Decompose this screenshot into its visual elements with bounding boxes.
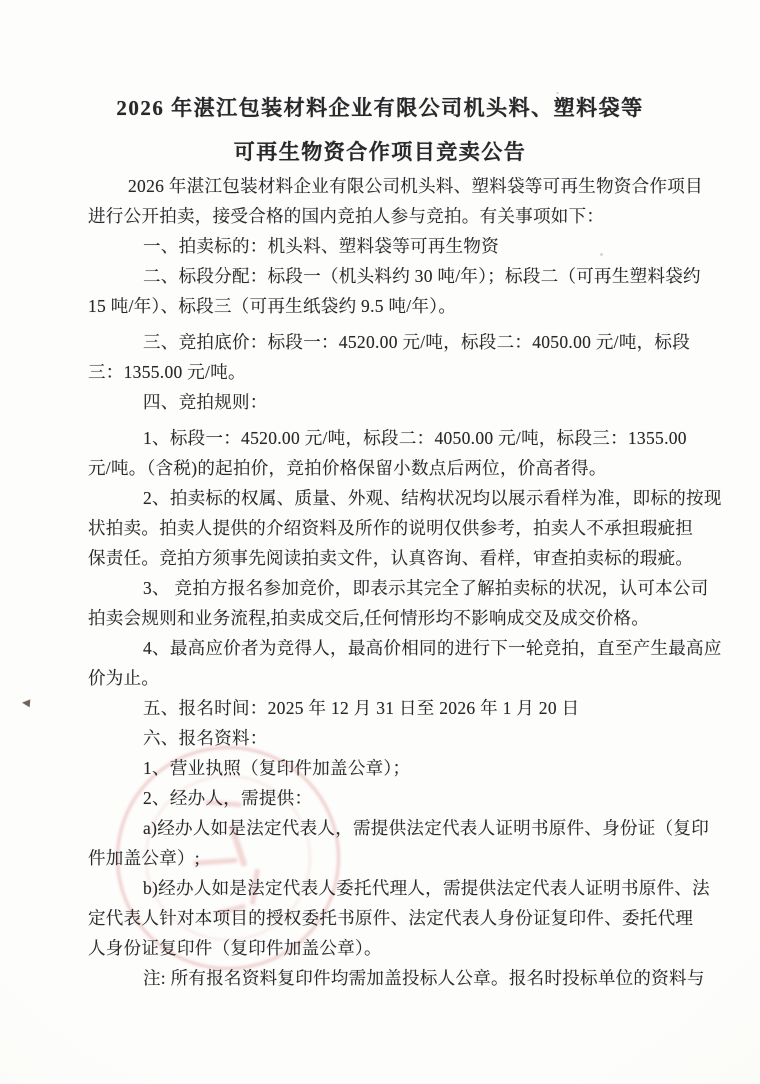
body-line: 三：1355.00 元/吨。 <box>88 362 246 382</box>
body-line: 4、最高应价者为竞得人，最高价相同的进行下一轮竞拍，直至产生最高应 <box>143 638 722 658</box>
body-line: 3、 竞拍方报名参加竞价，即表示其完全了解拍卖标的状况，认可本公司 <box>143 578 709 598</box>
body-line: 人身份证复印件（复印件加盖公章）。 <box>88 938 382 958</box>
body-line: 五、报名时间：2025 年 12 月 31 日至 2026 年 1 月 20 日 <box>143 698 580 718</box>
body-line: 件加盖公章）; <box>88 848 200 868</box>
document-title-line-1: 2026 年湛江包装材料企业有限公司机头料、塑料袋等 <box>116 96 644 120</box>
body-line: 2、经办人，需提供： <box>143 788 313 808</box>
body-line: 价为止。 <box>88 668 160 688</box>
body-line: 注: 所有报名资料复印件均需加盖投标人公章。报名时投标单位的资料与 <box>143 968 705 988</box>
body-line: 1、营业执照（复印件加盖公章）； <box>143 758 411 778</box>
body-line: 四、竞拍规则： <box>143 392 268 412</box>
body-line: b)经办人如是法定代表人委托代理人，需提供法定代表人证明书原件、法 <box>143 878 710 898</box>
body-line: 元/吨。（含税)的起拍价，竞拍价格保留小数点后两位，价高者得。 <box>88 458 607 478</box>
scan-speck <box>556 92 559 94</box>
document-body <box>88 171 722 993</box>
body-line: 1、标段一：4520.00 元/吨，标段二：4050.00 元/吨，标段三：1355.00 <box>143 428 687 448</box>
body-line: 15 吨/年）、标段三（可再生纸袋约 9.5 吨/年）。 <box>88 296 457 316</box>
body-line: 2、拍卖标的权属、质量、外观、结构状况均以展示看样为准，即标的按现 <box>143 488 722 508</box>
body-line: 二、标段分配：标段一（机头料约 30 吨/年）；标段二（可再生塑料袋约 <box>143 266 701 286</box>
scan-speck <box>600 253 603 256</box>
scan-artifact-mark <box>22 699 31 708</box>
document-title <box>0 86 760 174</box>
body-line: 状拍卖。拍卖人提供的介绍资料及所作的说明仅供参考，拍卖人不承担瑕疵担 <box>88 518 694 538</box>
body-line: 一、拍卖标的：机头料、塑料袋等可再生物资 <box>143 236 499 256</box>
body-line: a)经办人如是法定代表人，需提供法定代表人证明书原件、身份证（复印 <box>143 818 709 838</box>
body-line: 2026 年湛江包装材料企业有限公司机头料、塑料袋等可再生物资合作项目 <box>128 176 703 196</box>
body-line: 三、竞拍底价：标段一：4520.00 元/吨，标段二：4050.00 元/吨，标段 <box>143 332 691 352</box>
body-line: 进行公开拍卖，接受合格的国内竞拍人参与竞拍。有关事项如下： <box>88 206 605 226</box>
body-line: 定代表人针对本项目的授权委托书原件、法定代表人身份证复印件、委托代理 <box>88 908 694 928</box>
body-line: 六、报名资料： <box>143 728 268 748</box>
body-line: 拍卖会规则和业务流程,拍卖成交后,任何情形均不影响成交及成交价格。 <box>88 608 650 628</box>
document-title-line-2: 可再生物资合作项目竞卖公告 <box>233 140 527 164</box>
body-line: 保责任。竞拍方须事先阅读拍卖文件，认真咨询、看样，审查拍卖标的瑕疵。 <box>88 548 694 568</box>
